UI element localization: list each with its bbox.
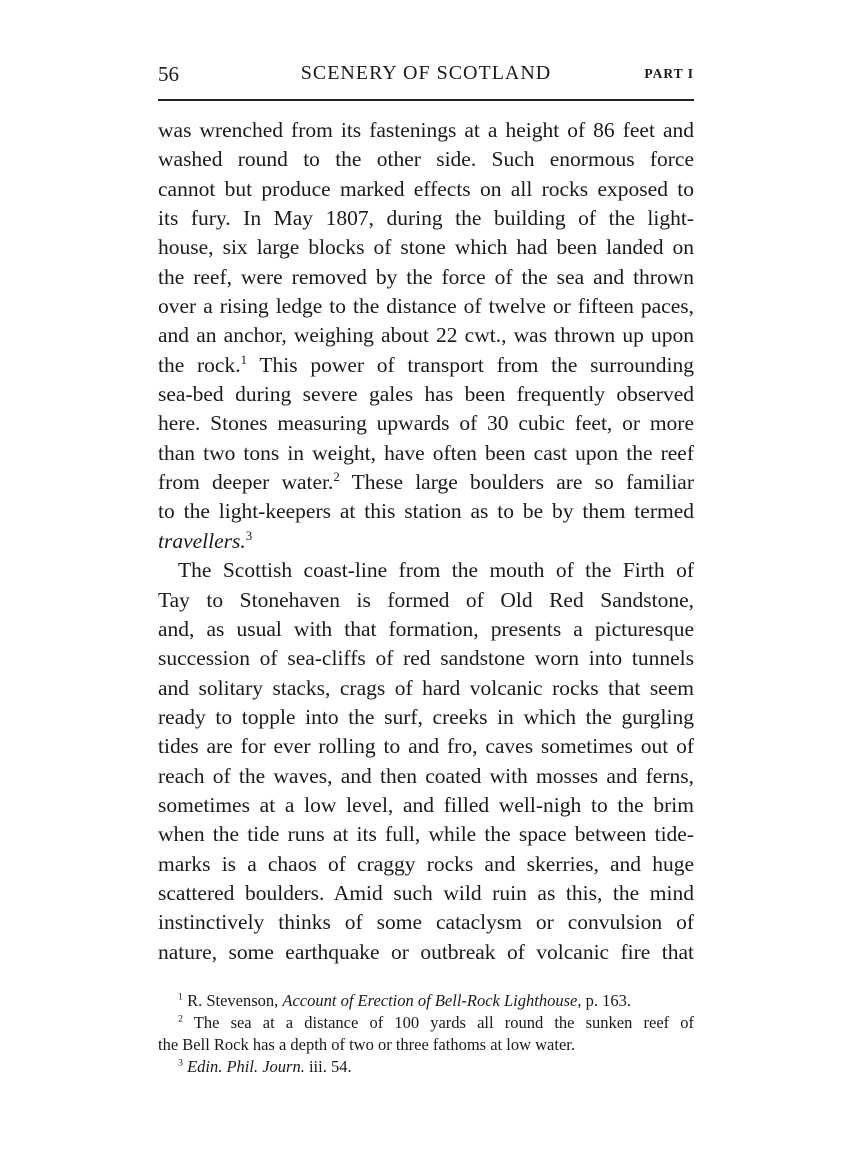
body-text <box>158 116 694 967</box>
footnote-2: $^2$ The sea at a distance of 100 yards all round the sunken reef of <box>178 1013 695 1032</box>
running-header <box>158 62 694 92</box>
text-line: to the light-keepers at this station as to be by them termed <box>158 499 694 524</box>
footnote-ref-3[interactable]: 3 <box>245 528 253 543</box>
text-line: instinctively thinks of some cataclysm or convulsion of <box>158 910 694 935</box>
text-line: house, six large blocks of stone which had been landed on <box>158 235 694 260</box>
footnote-3: $^3$ Edin. Phil. Journ. iii. 54. <box>178 1057 352 1076</box>
text-line: from deeper water.$^2$ These large boulders are so familiar <box>158 469 694 495</box>
text-line: when the tide runs at its full, while the space between tide- <box>158 822 694 847</box>
running-title: SCENERY OF SCOTLAND <box>300 62 552 84</box>
text-line: Tay to Stonehaven is formed of Old Red Sandstone, <box>158 587 694 612</box>
text-line: here. Stones measuring upwards of 30 cubic feet, or more <box>158 411 694 436</box>
text-line: succession of sea-cliffs of red sandstone worn into tunnels <box>158 646 694 671</box>
text-line: than two tons in weight, have often been cast upon the reef <box>158 440 694 465</box>
part-label: PART I <box>644 66 694 81</box>
text-line: over a rising ledge to the distance of twelve or fifteen paces, <box>158 294 694 319</box>
text-line: ready to topple into the surf, creeks in which the gurgling <box>158 704 694 729</box>
footnote-1: $^1$ R. Stevenson, Account of Erection of Bell-Rock Lighthouse, p. 163. <box>178 991 631 1010</box>
paragraph-start: The Scottish coast-line from the mouth of the Firth of <box>178 558 694 583</box>
text-line: cannot but produce marked effects on all rocks exposed to <box>158 176 694 201</box>
footnotes <box>158 990 694 1078</box>
footnote-2-cont: the Bell Rock has a depth of two or three fathoms at low water. <box>158 1035 575 1054</box>
text-line: the rock.$^1$ This power of transport from the surrounding <box>158 352 694 377</box>
text-line: washed round to the other side. Such enormous force <box>158 147 694 172</box>
text-line: the reef, were removed by the force of the sea and thrown <box>158 264 694 289</box>
text-line: marks is a chaos of craggy rocks and skerries, and huge <box>158 851 694 876</box>
header-rule <box>158 99 694 101</box>
text-line: tides are for ever rolling to and fro, caves sometimes out of <box>158 734 694 759</box>
text-line: travellers.$^3$ <box>158 528 253 553</box>
page-number: 56 <box>158 62 179 86</box>
text-line: sometimes at a low level, and filled well-nigh to the brim <box>158 792 694 817</box>
footnote-ref-2[interactable]: 2 <box>333 469 340 484</box>
text-line: nature, some earthquake or outbreak of volcanic fire that <box>158 939 694 964</box>
text-line: and, as usual with that formation, presents a picturesque <box>158 616 694 641</box>
text-line: sea-bed during severe gales has been frequently observed <box>158 382 694 407</box>
text-line: scattered boulders. Amid such wild ruin as this, the mind <box>158 880 694 905</box>
text-line: was wrenched from its fastenings at a height of 86 feet and <box>158 118 694 142</box>
text-line: reach of the waves, and then coated with mosses and ferns, <box>158 763 694 788</box>
text-line: and solitary stacks, crags of hard volcanic rocks that seem <box>158 675 694 700</box>
footnote-ref-1[interactable]: 1 <box>240 352 248 367</box>
text-line: and an anchor, weighing about 22 cwt., was thrown up upon <box>158 323 694 348</box>
text-line: its fury. In May 1807, during the building of the light- <box>158 206 694 231</box>
